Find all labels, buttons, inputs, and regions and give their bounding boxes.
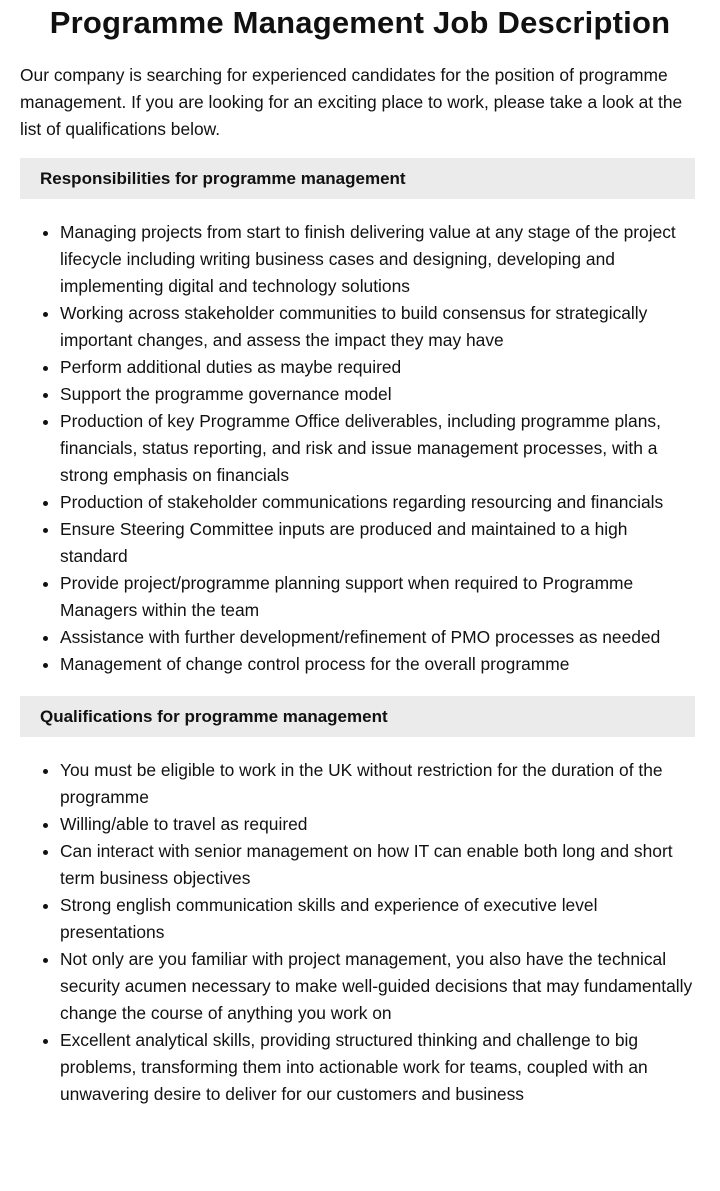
intro-paragraph: Our company is searching for experienced candidates for the position of programme management. If you are looking for an exciting place to work, please take a look at the list of qualifications below. [20,65,683,139]
responsibilities-heading: Responsibilities for programme management [20,158,695,199]
list-item: • Working across stakeholder communities to build consensus for strategically important changes, and assess the impact they may have [60,300,695,354]
list-item: • Production of key Programme Office deliverables, including programme plans, financials, status reporting, and risk and issue management processes, with a strong emphasis on financials [60,408,695,489]
qualifications-heading: Qualifications for programme management [20,696,695,737]
page-title: Programme Management Job Description [49,5,671,40]
qualifications-list [20,757,695,1108]
responsibilities-list [20,219,695,678]
list-item: • Perform additional duties as maybe required [60,354,695,381]
list-item: • Strong english communication skills and experience of executive level presentations [60,892,695,946]
list-item: • You must be eligible to work in the UK without restriction for the duration of the programme [60,757,695,811]
list-item: • Willing/able to travel as required [60,811,695,838]
list-item: • Can interact with senior management on how IT can enable both long and short term business objectives [60,838,695,892]
list-item: • Provide project/programme planning support when required to Programme Managers within the team [60,570,695,624]
list-item: • Not only are you familiar with project management, you also have the technical security acumen necessary to make well-guided decisions that may fundamentally change the course of anything you work on [60,946,695,1027]
list-item: • Ensure Steering Committee inputs are produced and maintained to a high standard [60,516,695,570]
list-item: • Support the programme governance model [60,381,695,408]
list-item: • Production of stakeholder communications regarding resourcing and financials [60,489,695,516]
list-item: • Management of change control process for the overall programme [60,651,695,678]
list-item: • Excellent analytical skills, providing structured thinking and challenge to big problems, transforming them into actionable work for teams, coupled with an unwavering desire to deliver for our customers and business [60,1027,695,1108]
list-item: • Managing projects from start to finish delivering value at any stage of the project lifecycle including writing business cases and designing, developing and implementing digital and technology solutions [60,219,695,300]
list-item: • Assistance with further development/refinement of PMO processes as needed [60,624,695,651]
